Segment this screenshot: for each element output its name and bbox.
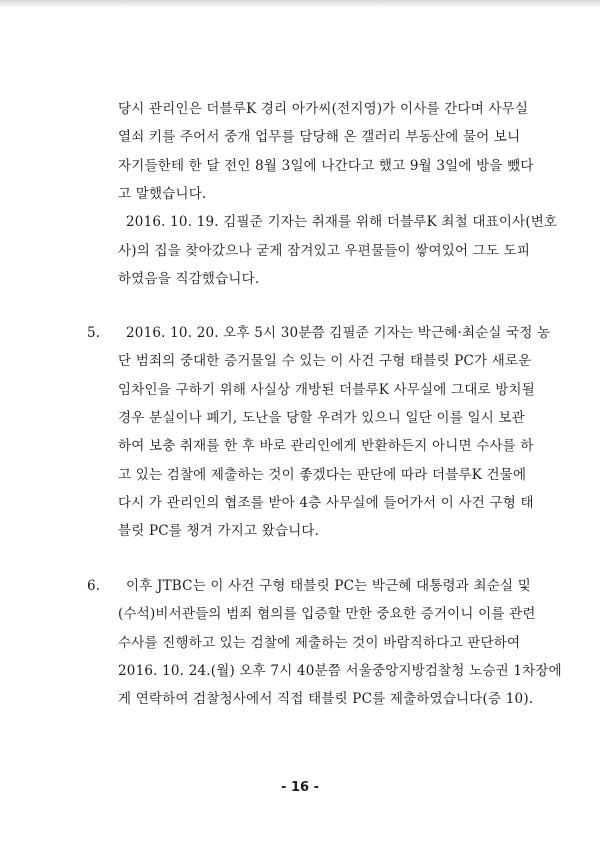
text-line: 경우 분실이나 폐기, 도난을 당할 우려가 있으니 일단 이를 일시 보관 bbox=[118, 410, 525, 426]
text-line: 자기들한테 한 달 전인 8월 3일에 나간다고 했고 9월 3일에 방을 뺐다 bbox=[118, 158, 534, 174]
text-line: 블릿 PC를 챙겨 가지고 왔습니다. bbox=[118, 523, 320, 539]
item-number: 6. bbox=[87, 578, 100, 594]
text-line: 2016. 10. 20. 오후 5시 30분쯤 김필준 기자는 박근혜·최순실 국정 농 bbox=[126, 325, 551, 341]
text-line: 열쇠 키를 주어서 중개 업무를 담당해 온 갤러리 부동산에 물어 보니 bbox=[118, 129, 521, 145]
text-line: 임차인을 구하기 위해 사실상 개방된 더블루K 사무실에 그대로 방치될 bbox=[118, 382, 535, 398]
text-line: 당시 관리인은 더블루K 경리 아가씨(전지영)가 이사를 간다며 사무실 bbox=[118, 101, 529, 117]
text-line: 수사를 진행하고 있는 검찰에 제출하는 것이 바람직하다고 판단하여 bbox=[118, 635, 521, 651]
text-line: (수석)비서관들의 범죄 혐의를 입증할 만한 중요한 증거이니 이를 관련 bbox=[118, 606, 536, 622]
item-number: 5. bbox=[87, 325, 100, 341]
page-number: - 16 - bbox=[281, 780, 319, 795]
text-line: 단 범죄의 중대한 증거물일 수 있는 이 사건 구형 태블릿 PC가 새로운 bbox=[118, 353, 532, 369]
text-line: 고 있는 검찰에 제출하는 것이 좋겠다는 판단에 따라 더블루K 건물에 bbox=[118, 467, 527, 483]
text-line: 이후 JTBC는 이 사건 구형 태블릿 PC는 박근혜 대통령과 최순실 및 bbox=[126, 578, 531, 594]
text-line: 2016. 10. 19. 김필준 기자는 취재를 위해 더블루K 최철 대표이사(변호 bbox=[126, 214, 558, 230]
text-line: 다시 가 관리인의 협조를 받아 4층 사무실에 들어가서 이 사건 구형 태 bbox=[118, 495, 534, 511]
text-line: 고 말했습니다. bbox=[118, 186, 207, 202]
text-line: 게 연락하여 검찰청사에서 직접 태블릿 PC를 제출하였습니다(증 10). bbox=[118, 691, 534, 707]
text-line: 하여 보충 취재를 한 후 바로 관리인에게 반환하든지 아니면 수사를 하 bbox=[118, 438, 534, 454]
text-line: 2016. 10. 24.(월) 오후 7시 40분쯤 서울중앙지방검찰청 노승권 1차장에 bbox=[118, 663, 562, 679]
text-line: 사)의 집을 찾아갔으나 굳게 잠겨있고 우편물들이 쌓여있어 그도 도피 bbox=[118, 243, 531, 259]
text-line: 하였음을 직감했습니다. bbox=[118, 271, 260, 287]
